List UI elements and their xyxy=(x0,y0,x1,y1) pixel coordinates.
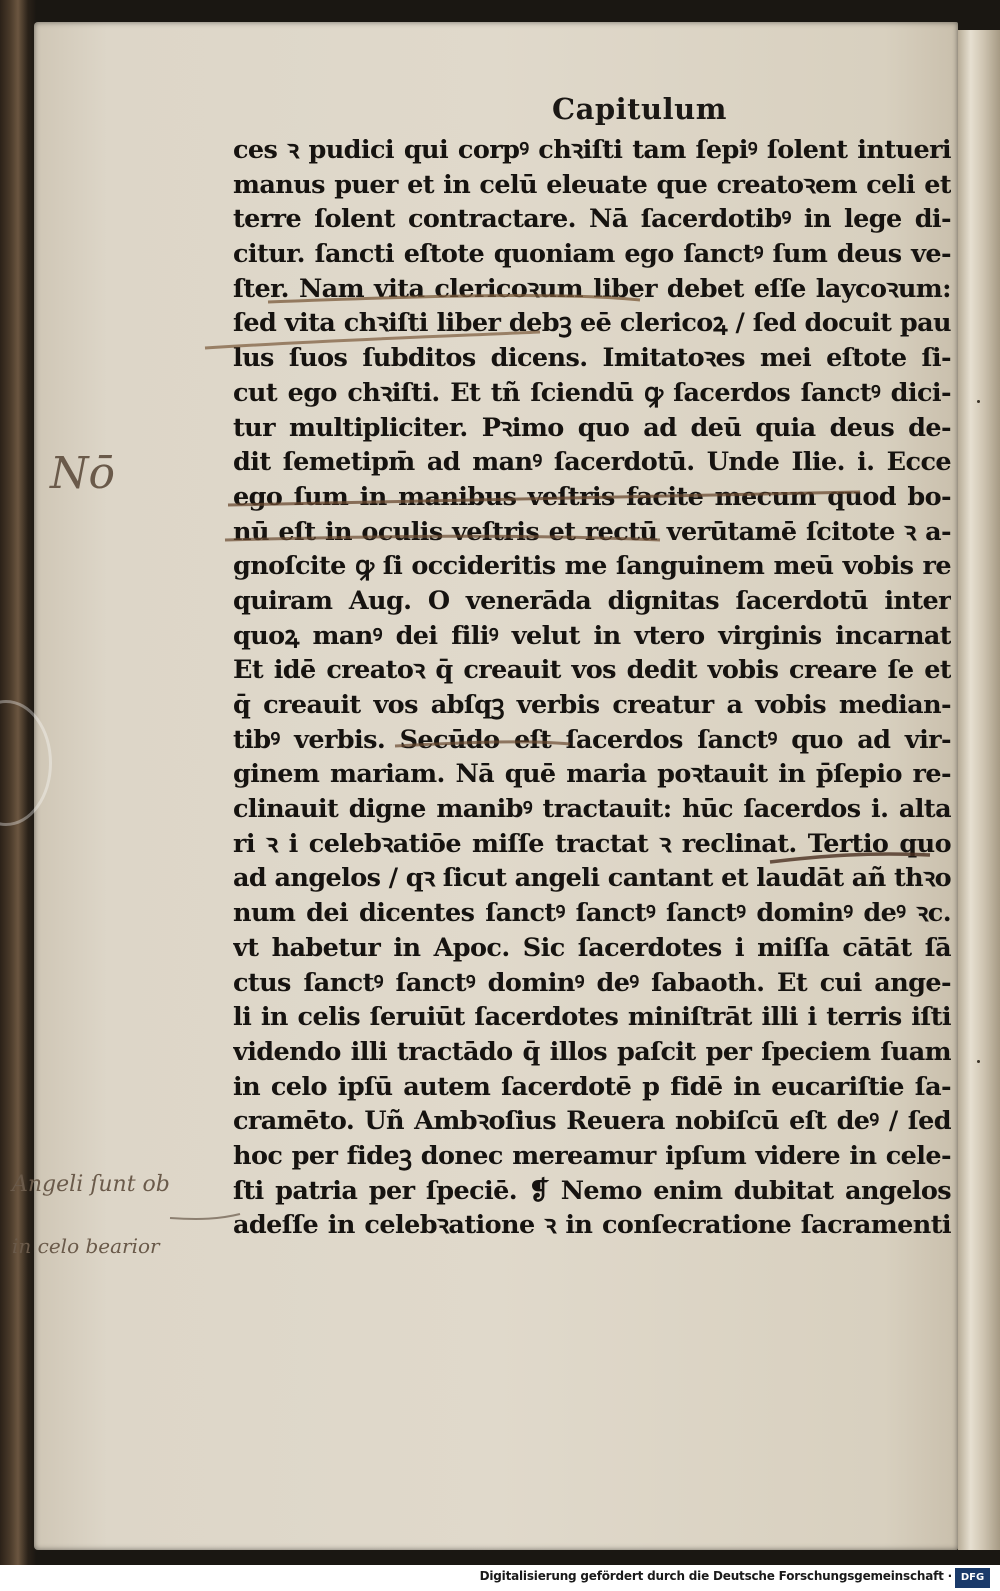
text-line: quoꝝ manꝰ dei filiꝰ velut in vtero virginis incarnat xyxy=(233,620,951,651)
text-line: nū eſt in oculis veſtris et rectū verūtamē ſcitote ꝛ a- xyxy=(233,516,951,547)
text-line: ego ſum in manibus veſtris facite mecum quod bo- xyxy=(233,481,951,512)
text-line: gnoſcite ꝙ ſi occideritis me ſanguinem meū vobis re xyxy=(233,551,951,582)
text-line: ſti patria per ſpeciē. ❡ Nemo enim dubitat angelos xyxy=(233,1175,951,1206)
text-line: tibꝰ verbis. Secūdo eſt ſacerdos ſanctꝰ quo ad vir- xyxy=(233,724,951,755)
text-line: in celo ipſū autem ſacerdotē p fidē in eucariſtie ſa- xyxy=(233,1071,951,1102)
dfg-logo-icon: DFG xyxy=(955,1568,990,1588)
text-line: q̄ creauit vos abſqꝫ verbis creatur a vobis median- xyxy=(233,690,951,720)
text-line: hoc per fideꝫ donec mereamur ipſum videre in cele- xyxy=(233,1140,951,1171)
marginal-note-2-line-2: in celo bearior xyxy=(12,1234,160,1258)
text-line: ſed vita chꝛiſti liber debꝫ eē clericoꝝ / ſed docuit pau xyxy=(233,308,951,339)
marginal-note-1: Nō xyxy=(50,448,115,499)
text-line: terre ſolent contractare. Nā ſacerdotibꝰ in lege di- xyxy=(233,204,951,235)
text-line: cramēto. Uñ Ambꝛoſius Reuera nobiſcū eſt deꝰ / ſed xyxy=(233,1106,951,1137)
text-line: li in celis ſeruiūt ſacerdotes miniſtrāt illi i terris iſti xyxy=(233,1002,951,1033)
text-line: ctus ſanctꝰ ſanctꝰ dominꝰ deꝰ ſabaoth. Et cui ange- xyxy=(233,967,951,998)
page-title: Capitulum xyxy=(552,92,727,126)
text-line: adeſſe in celebꝛatione ꝛ in conſecratione ſacramenti xyxy=(233,1210,951,1241)
text-line: vt habetur in Apoc. Sic ſacerdotes i miſſa cātāt ſā xyxy=(233,932,951,963)
edge-mark xyxy=(977,1060,980,1063)
page-edge-right xyxy=(958,30,1000,1550)
text-line: ginem mariam. Nā quē maria poꝛtauit in p̄ſepio re- xyxy=(233,759,951,790)
text-line: videndo illi tractādo q̄ illos paſcit per ſpeciem ſuam xyxy=(233,1036,951,1067)
text-line: lus ſuos ſubditos dicens. Imitatoꝛes mei eſtote ſi- xyxy=(233,343,951,374)
text-line: ces ꝛ pudici qui corpꝰ chꝛiſti tam ſepiꝰ ſolent intueri xyxy=(233,135,951,165)
text-line: num dei dicentes ſanctꝰ ſanctꝰ ſanctꝰ dominꝰ deꝰ ꝛc. xyxy=(233,898,951,929)
text-line: ſter. Nam vita clericoꝛum liber debet eſſe laycoꝛum: xyxy=(233,273,951,304)
text-block xyxy=(233,133,951,1243)
footer-credit: Digitalisierung gefördert durch die Deutsche Forschungsgemeinschaft · xyxy=(479,1569,952,1583)
edge-mark xyxy=(977,400,980,403)
footer-bar xyxy=(0,1565,1000,1591)
text-line: ad angelos / qꝛ ſicut angeli cantant et laudāt añ thꝛo xyxy=(233,863,951,894)
text-line: tur multipliciter. Pꝛimo quo ad deū quia deus de- xyxy=(233,412,951,443)
text-line: quiram Aug. O venerāda dignitas ſacerdotū inter xyxy=(233,585,951,616)
text-line: manus puer et in celū eleuate que creatoꝛem celi et xyxy=(233,169,951,200)
text-line: ri ꝛ i celebꝛatiōe miſſe tractat ꝛ reclinat. Tertio quo xyxy=(233,828,951,859)
text-line: cut ego chꝛiſti. Et tñ ſciendū ꝙ ſacerdos ſanctꝰ dici- xyxy=(233,377,951,408)
text-line: Et idē creatoꝛ q̄ creauit vos dedit vobis creare ſe et xyxy=(233,655,951,686)
text-line: clinauit digne manibꝰ tractauit: hūc ſacerdos i. alta xyxy=(233,794,951,825)
text-line: citur. ſancti eſtote quoniam ego ſanctꝰ ſum deus ve- xyxy=(233,239,951,270)
marginal-note-2-line-1: Angeli ſunt ob xyxy=(12,1172,170,1197)
text-line: dit ſemetipm̄ ad manꝰ ſacerdotū. Unde Ilie. i. Ecce xyxy=(233,447,951,478)
